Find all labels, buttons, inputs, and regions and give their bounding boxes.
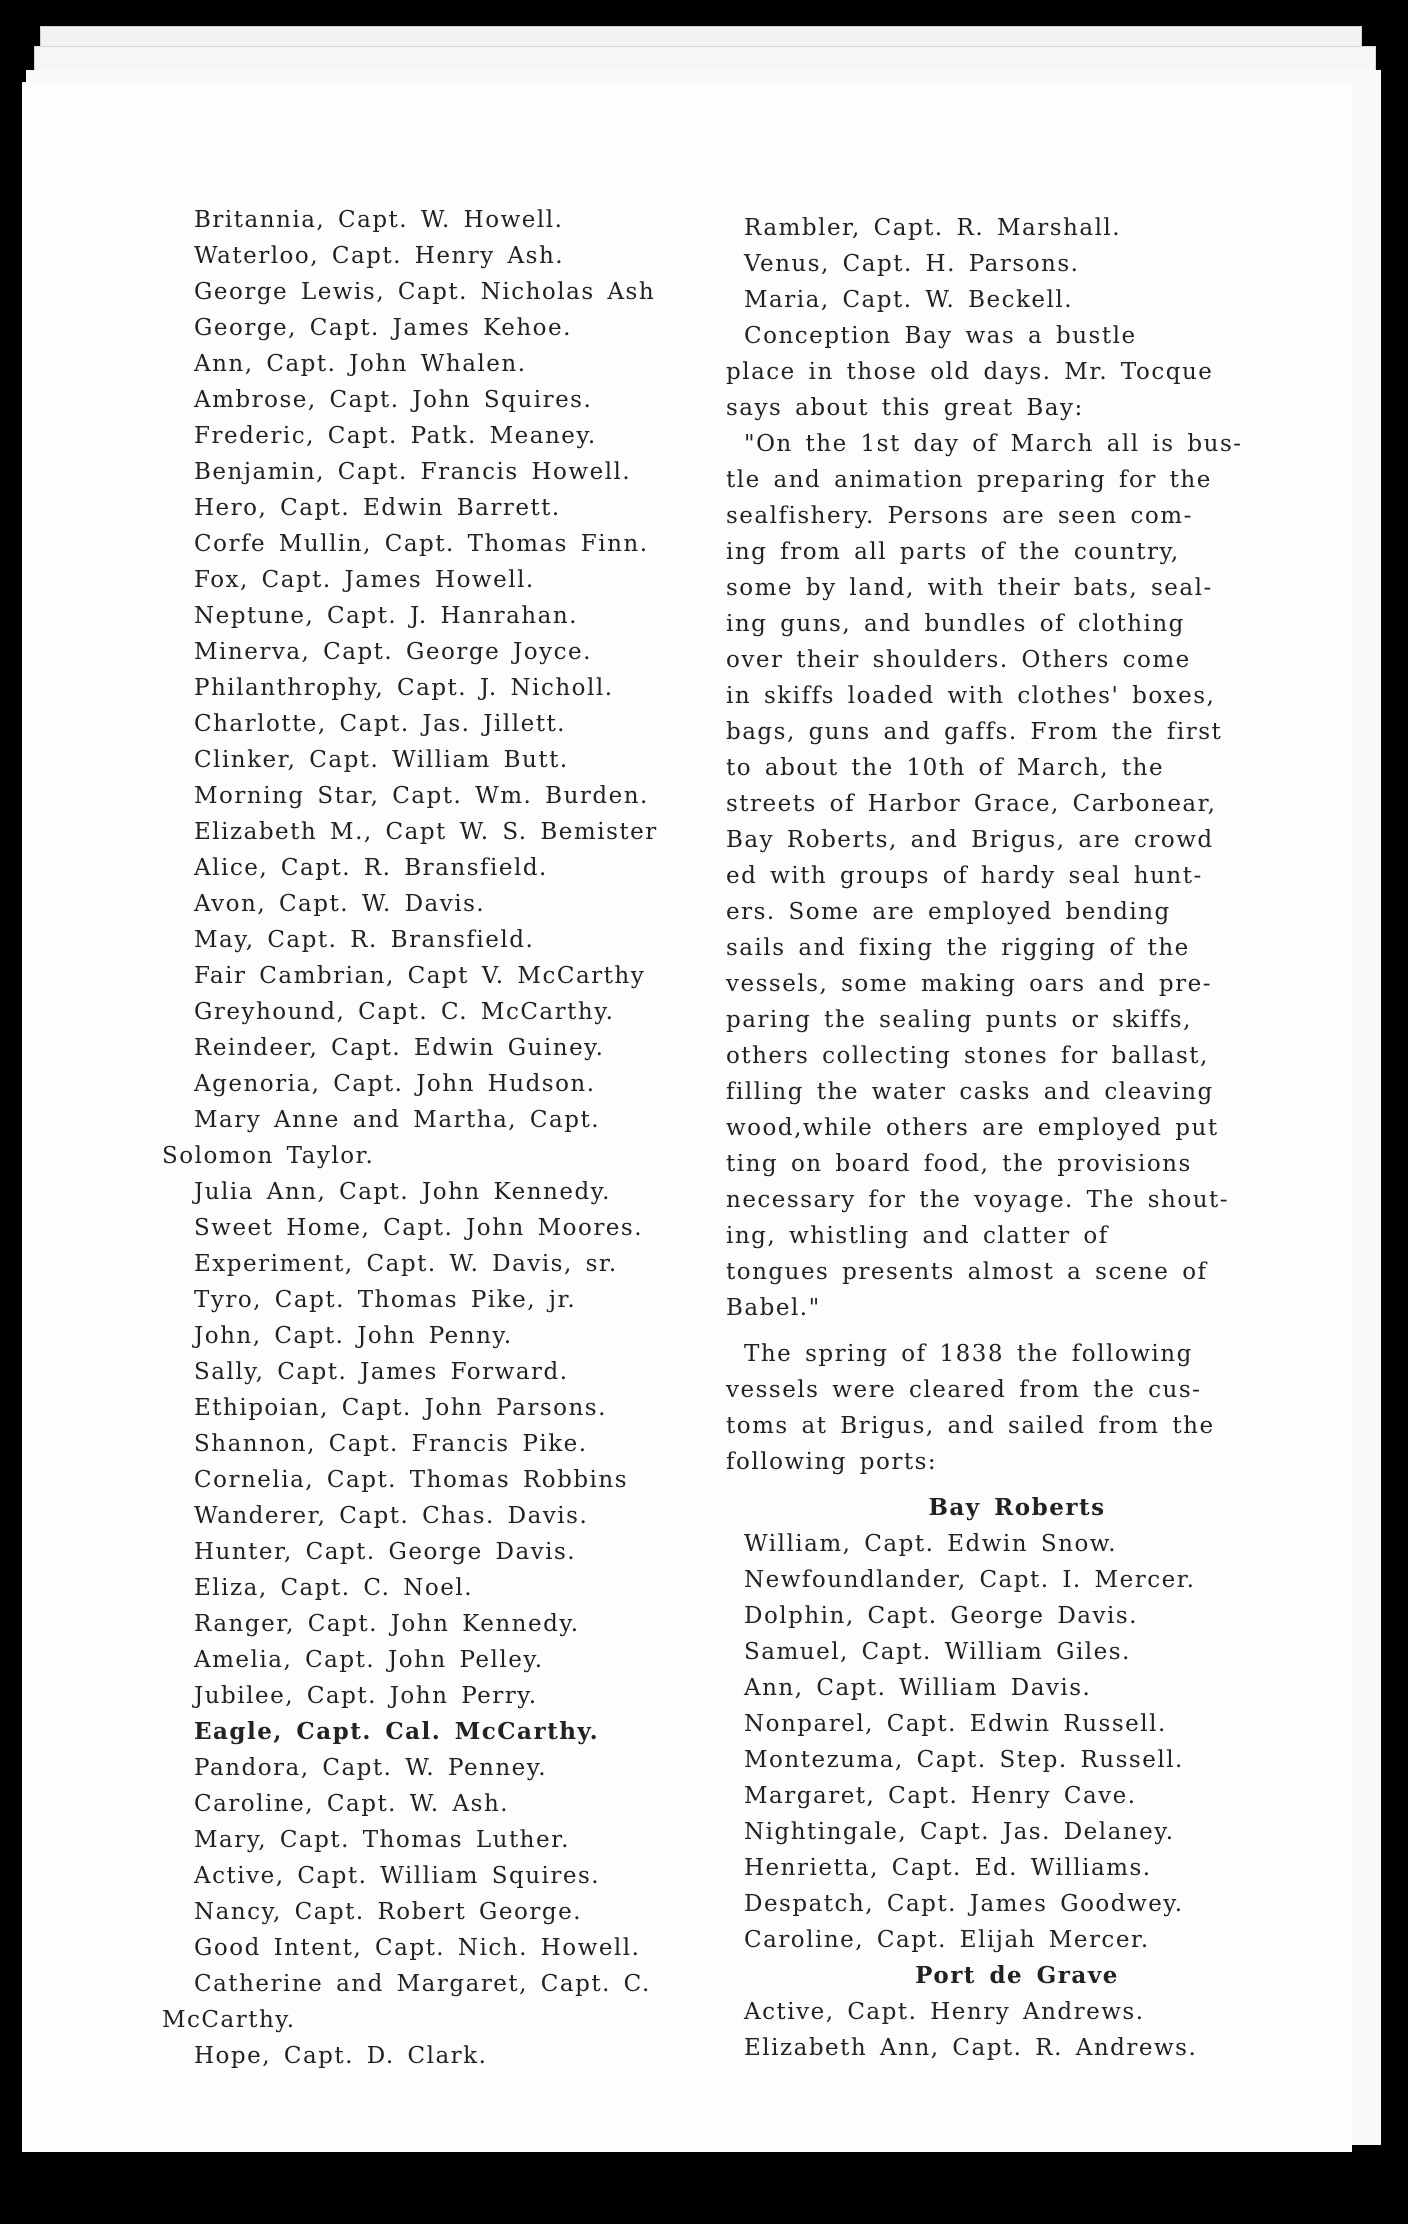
text-line: Fox, Capt. James Howell.: [194, 567, 535, 593]
document-page: [22, 82, 1352, 2152]
text-line: William, Capt. Edwin Snow.: [744, 1531, 1118, 1557]
text-line: toms at Brigus, and sailed from the: [726, 1413, 1215, 1439]
text-line: Eagle, Capt. Cal. McCarthy.: [194, 1718, 600, 1745]
text-line: Morning Star, Capt. Wm. Burden.: [194, 783, 649, 809]
text-line: paring the sealing punts or skiffs,: [726, 1007, 1192, 1033]
section-heading: Bay Roberts: [928, 1494, 1106, 1521]
text-line: filling the water casks and cleaving: [726, 1079, 1214, 1105]
text-line: ed with groups of hardy seal hunt-: [726, 863, 1203, 889]
text-line: Rambler, Capt. R. Marshall.: [744, 215, 1122, 241]
text-line: Nonparel, Capt. Edwin Russell.: [744, 1711, 1167, 1737]
text-line: bags, guns and gaffs. From the first: [726, 719, 1223, 745]
text-line: Charlotte, Capt. Jas. Jillett.: [194, 711, 566, 737]
text-line: to about the 10th of March, the: [726, 755, 1165, 781]
text-line: Hope, Capt. D. Clark.: [194, 2043, 488, 2069]
text-line: Ann, Capt. John Whalen.: [194, 351, 527, 377]
text-line: Conception Bay was a bustle: [744, 323, 1137, 349]
text-line: necessary for the voyage. The shout-: [726, 1187, 1230, 1213]
text-line: ing from all parts of the country,: [726, 539, 1180, 565]
text-line: Amelia, Capt. John Pelley.: [194, 1647, 544, 1673]
text-line: Ranger, Capt. John Kennedy.: [194, 1611, 580, 1637]
text-line: Caroline, Capt. W. Ash.: [194, 1791, 510, 1817]
text-line: Avon, Capt. W. Davis.: [194, 891, 486, 917]
text-line: "On the 1st day of March all is bus-: [744, 431, 1243, 457]
text-line: ting on board food, the provisions: [726, 1151, 1192, 1177]
text-line: Newfoundlander, Capt. I. Mercer.: [744, 1567, 1196, 1593]
text-line: Sweet Home, Capt. John Moores.: [194, 1215, 644, 1241]
text-line: some by land, with their bats, seal-: [726, 575, 1213, 601]
text-line: Shannon, Capt. Francis Pike.: [194, 1431, 588, 1457]
text-line: Cornelia, Capt. Thomas Robbins: [194, 1467, 629, 1493]
text-line: says about this great Bay:: [726, 395, 1084, 421]
text-line: Sally, Capt. James Forward.: [194, 1359, 569, 1385]
text-line: Frederic, Capt. Patk. Meaney.: [194, 423, 597, 449]
text-line: Britannia, Capt. W. Howell.: [194, 207, 564, 233]
text-line: Active, Capt. Henry Andrews.: [744, 1999, 1145, 2025]
text-line: Fair Cambrian, Capt V. McCarthy: [194, 963, 646, 989]
text-line: vessels were cleared from the cus-: [726, 1377, 1202, 1403]
text-line: sealfishery. Persons are seen com-: [726, 503, 1193, 529]
text-line: Minerva, Capt. George Joyce.: [194, 639, 592, 665]
text-line: sails and fixing the rigging of the: [726, 935, 1190, 961]
text-line: following ports:: [726, 1449, 938, 1475]
text-line: Corfe Mullin, Capt. Thomas Finn.: [194, 531, 649, 557]
text-line: Alice, Capt. R. Bransfield.: [194, 855, 548, 881]
text-line: Pandora, Capt. W. Penney.: [194, 1755, 548, 1781]
text-line: ers. Some are employed bending: [726, 899, 1171, 925]
text-line: McCarthy.: [162, 2007, 296, 2033]
text-line: Despatch, Capt. James Goodwey.: [744, 1891, 1184, 1917]
text-line: Active, Capt. William Squires.: [194, 1863, 601, 1889]
text-line: Maria, Capt. W. Beckell.: [744, 287, 1074, 313]
right-column: [682, 210, 1242, 2066]
text-line: Reindeer, Capt. Edwin Guiney.: [194, 1035, 605, 1061]
text-line: over their shoulders. Others come: [726, 647, 1191, 673]
text-line: Philanthrophy, Capt. J. Nicholl.: [194, 675, 614, 701]
text-line: Catherine and Margaret, Capt. C.: [194, 1971, 651, 1997]
text-line: place in those old days. Mr. Tocque: [726, 359, 1214, 385]
left-column: [22, 202, 682, 2074]
text-line: George Lewis, Capt. Nicholas Ash: [194, 279, 656, 305]
text-line: ing guns, and bundles of clothing: [726, 611, 1185, 637]
text-line: Samuel, Capt. William Giles.: [744, 1639, 1131, 1665]
text-line: Tyro, Capt. Thomas Pike, jr.: [194, 1287, 577, 1313]
text-line: Ethipoian, Capt. John Parsons.: [194, 1395, 607, 1421]
text-line: wood,while others are employed put: [726, 1115, 1219, 1141]
text-line: Montezuma, Capt. Step. Russell.: [744, 1747, 1184, 1773]
text-line: Bay Roberts, and Brigus, are crowd: [726, 827, 1214, 853]
text-line: George, Capt. James Kehoe.: [194, 315, 572, 341]
text-line: Elizabeth Ann, Capt. R. Andrews.: [744, 2035, 1198, 2061]
text-line: vessels, some making oars and pre-: [726, 971, 1212, 997]
text-line: Henrietta, Capt. Ed. Williams.: [744, 1855, 1152, 1881]
text-line: Margaret, Capt. Henry Cave.: [744, 1783, 1137, 1809]
text-line: Nancy, Capt. Robert George.: [194, 1899, 583, 1925]
text-line: Jubilee, Capt. John Perry.: [194, 1683, 538, 1709]
text-line: Hunter, Capt. George Davis.: [194, 1539, 577, 1565]
text-line: Agenoria, Capt. John Hudson.: [194, 1071, 596, 1097]
text-line: Ann, Capt. William Davis.: [744, 1675, 1092, 1701]
text-line: Hero, Capt. Edwin Barrett.: [194, 495, 561, 521]
text-line: May, Capt. R. Bransfield.: [194, 927, 535, 953]
text-line: Good Intent, Capt. Nich. Howell.: [194, 1935, 641, 1961]
text-line: Wanderer, Capt. Chas. Davis.: [194, 1503, 589, 1529]
text-line: John, Capt. John Penny.: [194, 1323, 513, 1349]
section-heading: Port de Grave: [915, 1962, 1119, 1989]
text-line: Clinker, Capt. William Butt.: [194, 747, 569, 773]
text-line: ing, whistling and clatter of: [726, 1223, 1109, 1249]
text-line: Babel.": [726, 1295, 821, 1321]
text-line: Greyhound, Capt. C. McCarthy.: [194, 999, 615, 1025]
text-line: Benjamin, Capt. Francis Howell.: [194, 459, 632, 485]
text-line: Experiment, Capt. W. Davis, sr.: [194, 1251, 618, 1277]
text-line: Waterloo, Capt. Henry Ash.: [194, 243, 565, 269]
text-line: Eliza, Capt. C. Noel.: [194, 1575, 474, 1601]
text-line: Elizabeth M., Capt W. S. Bemister: [194, 819, 658, 845]
text-line: Ambrose, Capt. John Squires.: [194, 387, 593, 413]
text-line: others collecting stones for ballast,: [726, 1043, 1209, 1069]
text-line: tle and animation preparing for the: [726, 467, 1212, 493]
text-line: The spring of 1838 the following: [744, 1341, 1193, 1367]
text-line: streets of Harbor Grace, Carbonear,: [726, 791, 1217, 817]
text-line: tongues presents almost a scene of: [726, 1259, 1208, 1285]
text-line: Venus, Capt. H. Parsons.: [744, 251, 1080, 277]
text-line: Caroline, Capt. Elijah Mercer.: [744, 1927, 1150, 1953]
text-line: in skiffs loaded with clothes' boxes,: [726, 683, 1216, 709]
text-line: Julia Ann, Capt. John Kennedy.: [194, 1179, 611, 1205]
text-line: Solomon Taylor.: [162, 1143, 375, 1169]
text-line: Nightingale, Capt. Jas. Delaney.: [744, 1819, 1175, 1845]
text-line: Neptune, Capt. J. Hanrahan.: [194, 603, 578, 629]
text-line: Dolphin, Capt. George Davis.: [744, 1603, 1138, 1629]
text-line: Mary, Capt. Thomas Luther.: [194, 1827, 570, 1853]
text-line: Mary Anne and Martha, Capt.: [194, 1107, 601, 1133]
